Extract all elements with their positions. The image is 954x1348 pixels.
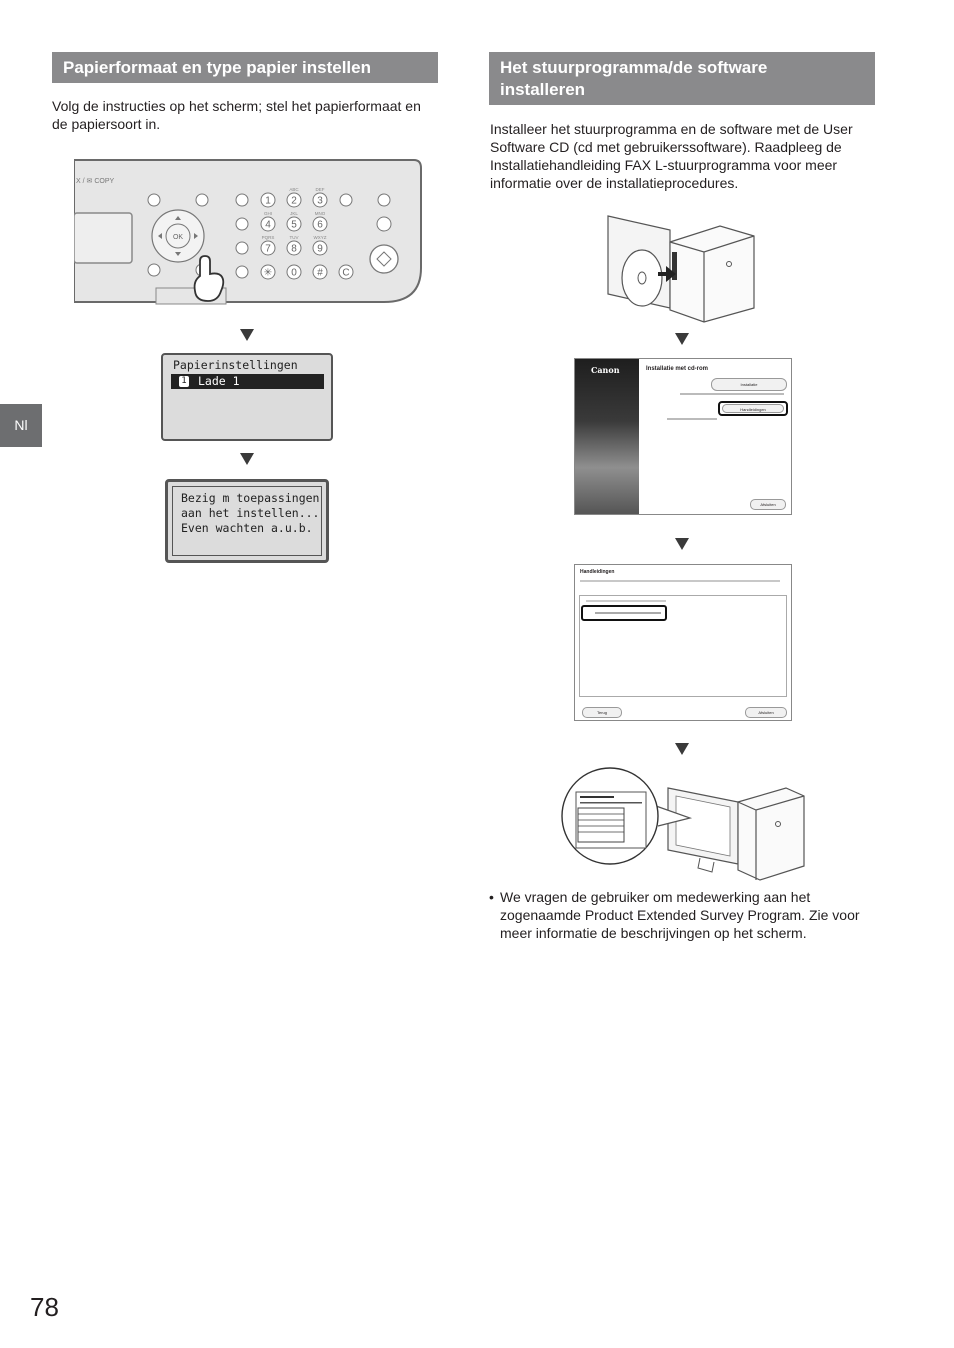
manuals-dialog-title: Handleidingen (580, 569, 615, 575)
page-number: 78 (30, 1292, 59, 1322)
installer-title: Installatie met cd-rom (646, 366, 709, 372)
driver-intro: Installeer het stuurprogramma en de software met de User Software CD (cd met gebruikerssoftware). Raadpleeg de Installatiehandleiding FAX L-stuurprogramma voor meer informatie over de installatieprocedures. (490, 121, 853, 191)
section-heading-driver (489, 52, 875, 105)
mode-label: X / ✉ COPY (76, 178, 115, 185)
key-label: 6 (317, 219, 323, 231)
start-button-icon[interactable] (370, 245, 398, 273)
section-heading-paper (52, 52, 438, 83)
lcd-line-3: Even wachten a.u.b. (181, 521, 313, 535)
manual-item-highlight (581, 605, 667, 621)
key-letters: ABC (289, 187, 299, 192)
key-label: 8 (291, 243, 297, 255)
key-label: 2 (291, 195, 297, 207)
key-label: 3 (317, 195, 323, 207)
stop-button[interactable] (377, 217, 391, 231)
installer-close-button[interactable]: Afsluiten (750, 499, 786, 510)
tray-number-badge: 1 (179, 376, 189, 387)
key-letters: WXYZ (313, 235, 327, 240)
key-letters: PQRS (261, 235, 275, 240)
panel-display (74, 213, 132, 263)
down-arrow-icon (240, 329, 254, 341)
heading-line-2: installeren (500, 80, 586, 99)
key-letters: JKL (290, 211, 298, 216)
bullet-text: We vragen de gebruiker om medewerking aan het zogenaamde Product Extended Survey Program. Zie voor meer informatie de beschrijvingen op het scherm. (500, 889, 860, 941)
key-label: 5 (291, 219, 297, 231)
language-tab: Nl (0, 404, 42, 447)
zoomed-manual-view (576, 792, 646, 848)
settings-button[interactable] (378, 194, 390, 206)
survey-bullet (489, 888, 881, 942)
control-panel-illustration (74, 158, 424, 306)
manuals-desc-line (580, 580, 780, 582)
lcd-screen-applying (165, 479, 329, 563)
tray-label: Lade 1 (198, 374, 240, 388)
down-arrow-icon (675, 333, 689, 345)
installer-window (574, 358, 792, 515)
key-label: 0 (291, 267, 297, 279)
install-desc-line (680, 393, 784, 395)
key-label: 1 (265, 195, 271, 207)
lcd-line-1: Bezig m toepassingen (181, 491, 320, 505)
menu-button[interactable] (196, 194, 208, 206)
down-arrow-icon (675, 743, 689, 755)
key-letters: MNO (314, 211, 326, 216)
bullet-mark: • (489, 889, 494, 905)
lcd-line-2: aan het instellen... (181, 506, 320, 520)
computer-icon (668, 788, 804, 880)
computer-cd-illustration (604, 212, 760, 324)
paper-instruction: Volg de instructies op het scherm; stel het papierformaat en de papiersoort in. (52, 98, 421, 132)
key-letters: GHI (263, 211, 273, 216)
side-button-2[interactable] (236, 218, 248, 230)
manuals-dialog (574, 564, 792, 721)
heading-text: Papierformaat en type papier instellen (63, 58, 371, 77)
installer-sidebar (575, 359, 639, 514)
key-label: 9 (317, 243, 323, 255)
down-arrow-icon (240, 453, 254, 465)
key-label: # (317, 267, 323, 279)
key-letters: DEF (315, 187, 325, 192)
manual-item-1[interactable] (586, 600, 666, 602)
manuals-desc-line (667, 418, 717, 420)
down-arrow-icon (675, 538, 689, 550)
heading-line-1: Het stuurprogramma/de software (500, 58, 768, 77)
cd-disc-icon (622, 250, 662, 306)
manuals-button[interactable]: Handleidingen (722, 404, 784, 413)
lcd-selected-row[interactable] (171, 374, 324, 389)
install-button[interactable]: Installatie (711, 378, 787, 391)
key-label: 4 (265, 219, 271, 231)
side-button-3[interactable] (236, 242, 248, 254)
computer-manual-illustration (560, 766, 808, 884)
manuals-list[interactable] (579, 595, 787, 697)
back-button[interactable]: Terug (582, 707, 622, 718)
lcd-screen-paper-settings (161, 353, 333, 441)
manuals-button-highlight (718, 401, 788, 416)
energy-saver-button[interactable] (148, 194, 160, 206)
manuals-close-button[interactable]: Afsluiten (745, 707, 787, 718)
back-button[interactable] (148, 264, 160, 276)
key-letters: TUV (289, 235, 299, 240)
side-button-1[interactable] (236, 194, 248, 206)
lcd-title: Papierinstellingen (173, 358, 298, 372)
key-label: ✳ (263, 267, 273, 279)
ok-label: OK (172, 234, 184, 241)
status-button[interactable] (340, 194, 352, 206)
key-label: 7 (265, 243, 271, 255)
key-label: C (342, 267, 350, 279)
canon-logo: Canon (591, 365, 620, 375)
side-button-4[interactable] (236, 266, 248, 278)
manual-item-fax[interactable] (595, 612, 661, 614)
